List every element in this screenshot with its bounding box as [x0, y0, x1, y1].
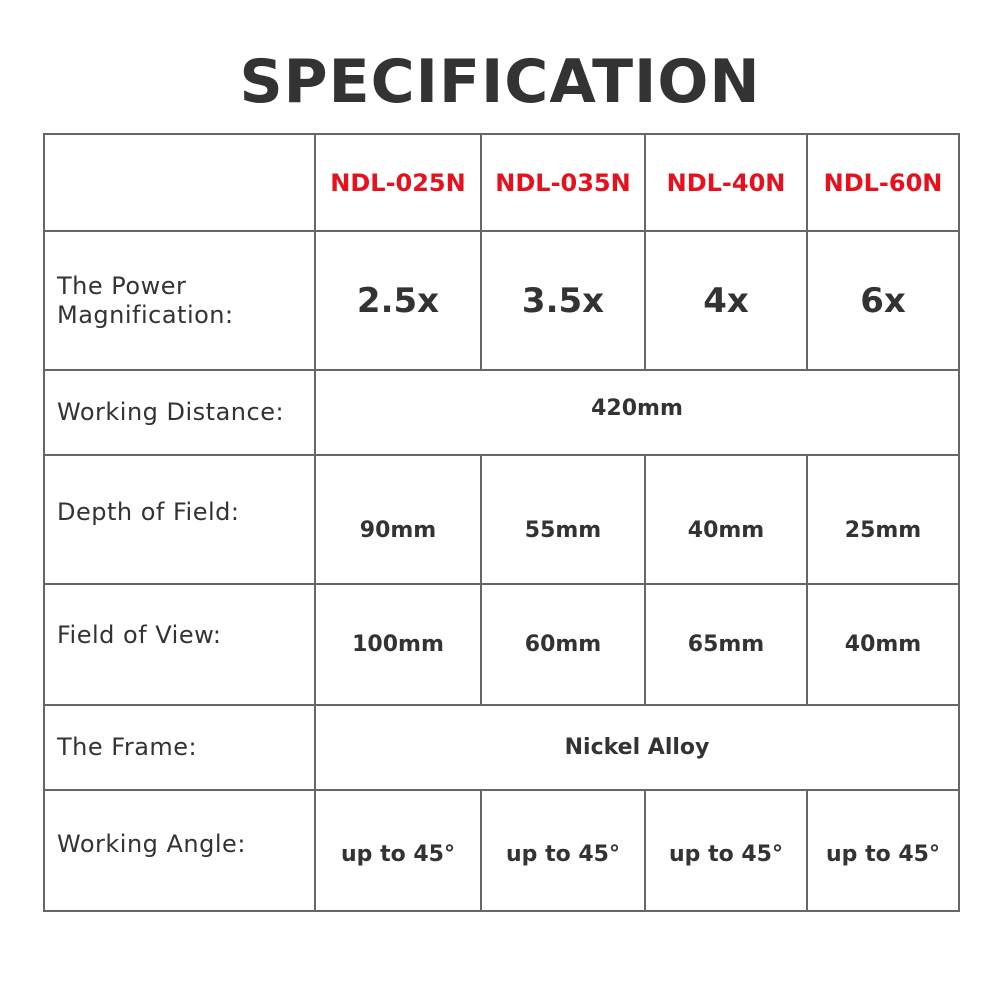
table-row	[44, 584, 959, 705]
header-corner-cell	[44, 134, 315, 231]
row-label-depth-of-field: Depth of Field:	[44, 455, 315, 584]
field-of-view-value: 100mm	[315, 584, 481, 705]
table-row	[44, 455, 959, 584]
row-label-magnification	[44, 231, 315, 370]
field-of-view-value: 40mm	[807, 584, 959, 705]
model-header-ndl-60n: NDL-60N	[807, 134, 959, 231]
table-header-row	[44, 134, 959, 231]
depth-of-field-value: 90mm	[315, 455, 481, 584]
working-angle-value: up to 45°	[645, 790, 807, 911]
model-header-ndl-025n: NDL-025N	[315, 134, 481, 231]
magnification-value: 4x	[645, 231, 807, 370]
row-label-working-distance: Working Distance:	[44, 370, 315, 455]
working-distance-value: 420mm	[315, 370, 959, 455]
magnification-value: 6x	[807, 231, 959, 370]
row-label-field-of-view: Field of View:	[44, 584, 315, 705]
depth-of-field-value: 55mm	[481, 455, 645, 584]
model-header-ndl-40n: NDL-40N	[645, 134, 807, 231]
row-label-working-angle: Working Angle:	[44, 790, 315, 911]
magnification-value: 3.5x	[481, 231, 645, 370]
row-label-text: The Power Magnification:	[57, 271, 234, 329]
field-of-view-value: 60mm	[481, 584, 645, 705]
table-row	[44, 790, 959, 911]
table-row	[44, 705, 959, 790]
depth-of-field-value: 25mm	[807, 455, 959, 584]
working-angle-value: up to 45°	[315, 790, 481, 911]
model-header-ndl-035n: NDL-035N	[481, 134, 645, 231]
working-angle-value: up to 45°	[481, 790, 645, 911]
magnification-value: 2.5x	[315, 231, 481, 370]
table-row	[44, 231, 959, 370]
depth-of-field-value: 40mm	[645, 455, 807, 584]
row-label-frame: The Frame:	[44, 705, 315, 790]
page-title: SPECIFICATION	[239, 47, 761, 117]
working-angle-value: up to 45°	[807, 790, 959, 911]
frame-value: Nickel Alloy	[315, 705, 959, 790]
table-row	[44, 370, 959, 455]
specification-table	[43, 133, 960, 912]
field-of-view-value: 65mm	[645, 584, 807, 705]
